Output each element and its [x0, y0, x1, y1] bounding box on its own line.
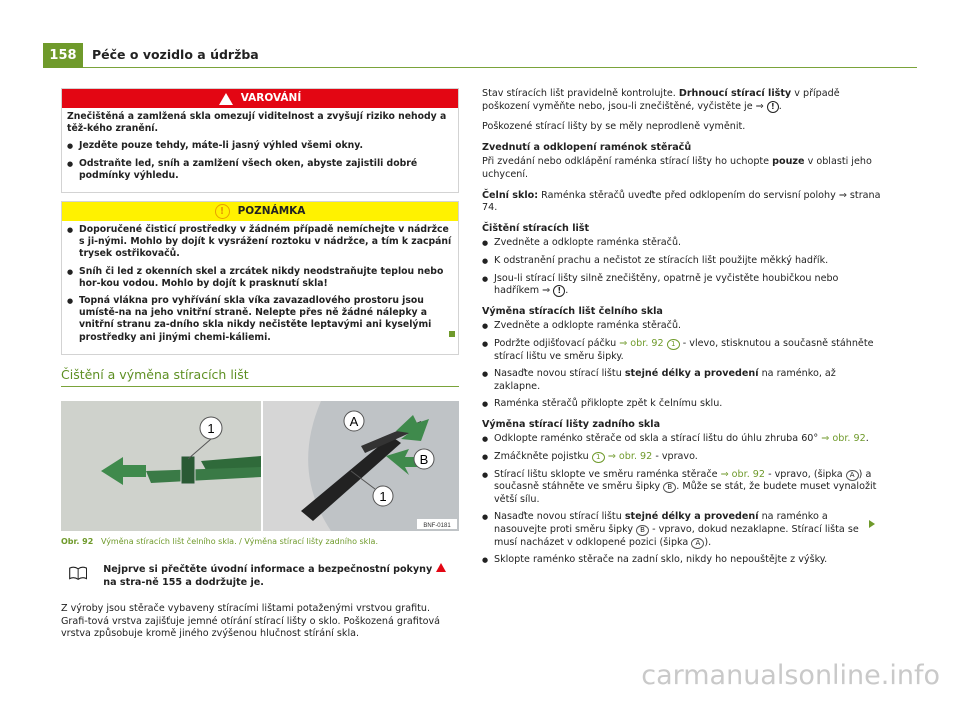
figure-divider	[261, 401, 263, 531]
text-bold: stejné délky a provedení	[624, 368, 759, 380]
warning-title: VAROVÁNÍ	[240, 92, 302, 105]
right-para-1: Stav stíracích lišt pravidelně kontrolujte. Drhnoucí stírací lišty v případě poškození vyměňte nebo, jsou-li znečištěné, vyčistěte je ⇒ ! .	[482, 88, 840, 112]
warning-bullet: ● Jezděte pouze tehdy, máte-li jasný výhled všemi okny.	[67, 140, 453, 152]
text: ).	[704, 536, 712, 548]
callout-letter: A	[691, 538, 704, 549]
callout-b-text: B	[419, 452, 429, 468]
callout-letter: B	[663, 482, 676, 493]
note-title: POZNÁMKA	[237, 205, 306, 218]
callout-letter: B	[636, 525, 649, 536]
right-para-4	[482, 190, 882, 215]
text: Při zvedání nebo odklápění raménka stírací lišty ho uchopte	[482, 156, 770, 168]
text: - vpravo, (šipka	[768, 468, 843, 480]
note-bullet: ● Sníh či led z okenních skel a zrcátek nikdy neodstraňujte teplou nebo hor-kou vodou. Mohlo by dojít k prasknutí skla!	[67, 266, 453, 290]
text: v oblasti jeho uchycení.	[482, 156, 872, 180]
list-item	[482, 451, 882, 464]
callout-number: 1	[592, 452, 605, 463]
wiper-figure	[61, 401, 459, 531]
text-bold: stejné délky a provedení	[624, 511, 759, 523]
subheading-clean: Čištění stíracích lišt	[482, 222, 590, 234]
callout-a-text: A	[349, 414, 359, 430]
callout-1-front-text: 1	[207, 421, 215, 437]
text: Podržte odjišťovací páčku	[494, 337, 617, 349]
text: Stav stíracích lišt pravidelně kontrolujte.	[482, 88, 676, 99]
continue-arrow-icon	[869, 520, 875, 528]
warning-bullet: ● Odstraňte led, sníh a zamlžení všech oken, abyste zajistili dobré podmínky výhledu.	[67, 158, 453, 182]
alert-icon: !	[553, 285, 565, 297]
warning-triangle-icon	[219, 93, 233, 105]
note-header	[62, 202, 458, 221]
section-title: Čištění a výměna stíracích lišt	[61, 369, 459, 388]
text: Zmáčkněte pojistku	[494, 451, 589, 463]
text: . Může se stát, že budete muset vynaložit větší sílu.	[494, 481, 877, 505]
text-bold: Drhnoucí stírací lišty	[678, 88, 792, 99]
warning-text: Znečištěná a zamlžená skla omezují viditelnost a zvyšují riziko nehody a těž-kého zranění.	[67, 111, 447, 135]
list-item: ● Odklopte raménko stěrače od skla a stírací lištu do úhlu zhruba 60° ⇒ obr. 92.	[482, 433, 882, 446]
book-icon	[69, 563, 87, 583]
list-item: ● Jsou-li stírací lišty silně znečištěny, opatrně je vyčistěte houbičkou nebo hadříkem ⇒ ! .	[482, 273, 882, 298]
text: ) a současně stáhněte ve směru šipky	[494, 468, 872, 493]
caption-label: Obr. 92	[61, 537, 94, 547]
release-lever	[181, 456, 195, 484]
read-first-note	[61, 563, 459, 589]
list-item: ● Zvedněte a odklopte raménka stěračů.	[482, 237, 882, 250]
list-item: ● Sklopte raménko stěrače na zadní sklo, nikdy ho nepouštějte z výšky.	[482, 554, 882, 567]
callout-number: 1	[667, 339, 680, 350]
figure-link[interactable]: ⇒ obr. 92	[720, 468, 766, 480]
subheading-rear: Výměna stírací lišty zadního skla	[482, 418, 661, 430]
text-bold: pouze	[772, 156, 805, 168]
wiper-illustration	[61, 401, 459, 531]
callout-letter: A	[846, 470, 859, 481]
warning-body	[62, 108, 458, 192]
read-first-text-a: Nejprve si přečtěte úvodní informace a bezpečnostní pokyny	[103, 564, 433, 576]
list-item	[482, 368, 882, 393]
text: Stírací lištu sklopte ve směru raménka stěrače	[494, 468, 718, 480]
text: v případě poškození vyměňte nebo, jsou-li znečištěné, vyčistěte je ⇒	[482, 88, 840, 112]
text: Raménka stěračů uveďte před odklopením do servisní polohy ⇒ strana 74.	[482, 189, 881, 214]
list-item	[482, 469, 882, 507]
list-item: ● Raménka stěračů přiklopte zpět k čelnímu sklu.	[482, 398, 882, 411]
note-body	[62, 221, 458, 354]
text: - vlevo, stisknutou a současně stáhněte stírací lištu ve směru šipky.	[494, 337, 874, 362]
list-item	[482, 511, 882, 549]
watermark: carmanualsonline.info	[641, 660, 940, 691]
caption-text: Výměna stíracích lišt čelního skla. / Výměna stírací lišty zadního skla.	[100, 537, 378, 547]
right-column	[482, 88, 882, 572]
figure-link[interactable]: ⇒ obr. 92	[607, 451, 653, 463]
text: - vpravo, dokud nezaklapne. Stírací lišta se musí nacházet v odklopené pozici (šipka	[494, 524, 859, 548]
page-title: Péče o vozidlo a údržba	[92, 47, 259, 62]
text-bold: Čelní sklo:	[482, 189, 539, 201]
figure-link[interactable]: ⇒ obr. 92	[821, 433, 866, 445]
list-item: ● K odstranění prachu a nečistot ze stíracích lišt použijte měkký hadřík.	[482, 255, 882, 268]
rear-glass	[308, 401, 459, 531]
warning-header	[62, 89, 458, 108]
info-circle-icon: !	[215, 204, 230, 219]
subheading-front: Výměna stíracích lišt čelního skla	[482, 305, 663, 317]
list-item	[482, 338, 882, 363]
section-end-marker	[449, 331, 455, 337]
subheading-lift: Zvednutí a odklopení raménok stěračů	[482, 141, 692, 153]
page-header	[0, 0, 960, 68]
right-para-2: Poškozené stírací lišty by se měly neprodleně vyměnit.	[482, 121, 746, 133]
text: Odklopte raménko stěrače od skla a stírací lištu do úhlu zhruba 60°	[494, 433, 819, 445]
warning-box	[61, 88, 459, 193]
note-bullet: ● Topná vlákna pro vyhřívání skla víka zavazadlového prostoru jsou umístě-na na jeho vnitřní straně. Nelepte přes ně žádné nálepky a vnitřní stranu za-dního skla nikdy nečistěte leptavými ani kyselými prostředky ani jinými chemi-káliemi.	[67, 295, 453, 344]
note-box	[61, 201, 459, 355]
left-column	[61, 88, 459, 641]
right-para-3	[482, 156, 882, 181]
text: Nasaďte novou stírací lištu	[494, 511, 622, 523]
text: - vpravo.	[655, 451, 698, 463]
figure-link[interactable]: ⇒ obr. 92	[619, 337, 664, 349]
header-rule	[83, 67, 917, 68]
note-bullet: ● Doporučené čisticí prostředky v žádném případě nemíchejte v nádržce s ji-nými. Mohlo by dojít k vysrážení roztoku v nádržce, a tím k zacpání trysek ostřikovačů.	[67, 224, 453, 261]
intro-paragraph: Z výroby jsou stěrače vybaveny stíracími lištami potaženými vrstvou grafitu. Grafi-tová vrstva zajišťuje jemné otírání stírací lišty o sklo. Poškozená grafitová vrstva způsobuje kromě jiného zvýšenou hlučnost stírání skla.	[61, 603, 441, 640]
text: Jsou-li stírací lišty silně znečištěny, opatrně je vyčistěte houbičkou nebo hadříkem ⇒	[494, 272, 839, 297]
page-number: 158	[43, 43, 83, 68]
read-first-text-b: na stra-ně 155 a dodržujte je.	[103, 576, 264, 588]
read-first-text	[103, 563, 459, 589]
warning-small-icon	[436, 563, 446, 572]
text: na raménko, až zaklapne.	[494, 368, 836, 392]
figure-code: BNF-0181	[423, 523, 451, 530]
figure-caption	[61, 536, 459, 549]
list-item: ● Zvedněte a odklopte raménka stěračů.	[482, 320, 882, 333]
callout-1-rear-text: 1	[379, 489, 387, 505]
text: na raménko a nasouvejte proti směru šipky	[494, 511, 828, 536]
alert-icon: !	[767, 101, 779, 113]
text: Nasaďte novou stírací lištu	[494, 368, 622, 380]
